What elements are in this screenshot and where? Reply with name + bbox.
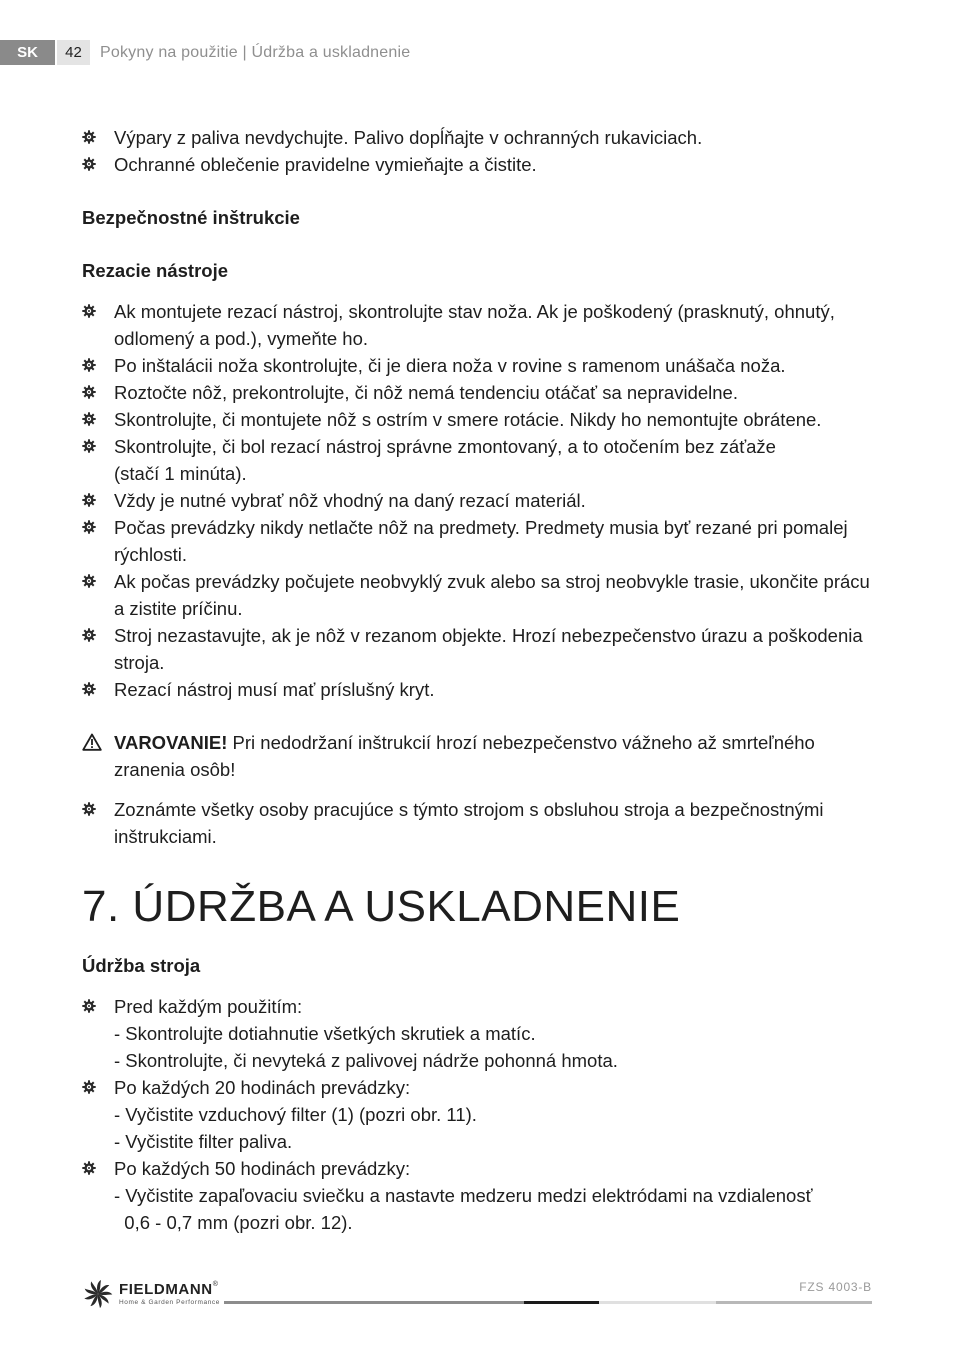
list-item-label: Pred každým použitím: [114,996,303,1017]
registered-mark: ® [212,1281,218,1288]
footer-rule [524,1301,599,1304]
safety-heading: Bezpečnostné inštrukcie [82,207,300,228]
list-item-line: Vždy je nutné vybrať nôž vhodný na daný rezací materiál. [114,490,586,511]
list-item-line: Ak počas prevádzky počujete neobvyklý zvuk alebo sa stroj neobvykle trasie, ukončite prácu [114,571,870,592]
main-content [82,124,872,1236]
fan-logo-icon [81,1279,115,1309]
list-item-line: Rezací nástroj musí mať príslušný kryt. [114,679,435,700]
list-item [82,568,872,622]
list-item-line: a zistite príčinu. [114,598,243,619]
gear-bullet-icon [82,999,96,1013]
sub-item: - Vyčistite vzduchový filter (1) (pozri obr. 11). [114,1104,477,1125]
intro-list [82,124,872,178]
list-item [82,433,872,487]
list-item-label: Po každých 50 hodinách prevádzky: [114,1158,411,1179]
list-item [82,298,872,352]
list-item [82,796,872,850]
list-item [82,622,872,676]
list-item [82,406,872,433]
list-item-line: Skontrolujte, či bol rezací nástroj správne zmontovaný, a to otočením bez záťaže [114,436,776,457]
gear-bullet-icon [82,520,96,534]
footer-rule [224,1301,524,1304]
list-item-label: Po každých 20 hodinách prevádzky: [114,1077,411,1098]
list-item [82,124,872,151]
gear-bullet-icon [82,157,96,171]
cutting-list [82,298,872,703]
warning-label: VAROVANIE! [114,732,228,753]
maintenance-list [82,993,872,1236]
brand-name: FIELDMANN [119,1281,213,1298]
list-item-text: Výpary z paliva nevdychujte. Palivo dopĺňajte v ochranných rukaviciach. [114,127,703,148]
footer-rule [599,1301,716,1304]
sub-item: - Vyčistite filter paliva. [114,1131,293,1152]
list-item-line: stroja. [114,652,165,673]
list-item [82,1155,872,1236]
list-item-line: Po inštalácii noža skontrolujte, či je diera noža v rovine s ramenom unášača noža. [114,355,786,376]
list-item [82,514,872,568]
gear-bullet-icon [82,1080,96,1094]
model-number: FZS 4003-B [799,1280,872,1294]
brand-tagline: Home & Garden Performance [119,1299,220,1306]
list-item-line: (stačí 1 minúta). [114,463,247,484]
list-item-line: Skontrolujte, či montujete nôž s ostrím v smere rotácie. Nikdy ho nemontujte obrátene. [114,409,822,430]
sub-item: 0,6 - 0,7 mm (pozri obr. 12). [114,1212,353,1233]
list-item-line: Počas prevádzky nikdy netlačte nôž na predmety. Predmety musia byť rezané pri pomalej [114,517,848,538]
list-item-line: rýchlosti. [114,544,187,565]
list-item-line: Zoznámte všetky osoby pracujúce s týmto strojom s obsluhou stroja a bezpečnostnými [114,799,824,820]
warning-text-line2: zranenia osôb! [114,759,236,780]
gear-bullet-icon [82,682,96,696]
gear-bullet-icon [82,439,96,453]
warning-triangle-icon [82,733,102,751]
list-item-line: Roztočte nôž, prekontrolujte, či nôž nemá tendenciu otáčať sa nepravidelne. [114,382,738,403]
list-item [82,993,872,1074]
sub-item: - Vyčistite zapaľovaciu sviečku a nastavte medzeru medzi elektródami na vzdialenosť [114,1185,813,1206]
chapter-title: 7. ÚDRŽBA A USKLADNENIE [82,882,681,931]
list-item-line: odlomený a pod.), vymeňte ho. [114,328,369,349]
brand-logo [81,1279,220,1309]
gear-bullet-icon [82,574,96,588]
gear-bullet-icon [82,1161,96,1175]
page-header [0,40,410,65]
gear-bullet-icon [82,493,96,507]
gear-bullet-icon [82,130,96,144]
list-item-text: Ochranné oblečenie pravidelne vymieňajte a čistite. [114,154,537,175]
list-item-line: Stroj nezastavujte, ak je nôž v rezanom objekte. Hrozí nebezpečenstvo úrazu a poškodenia [114,625,863,646]
sub-item: - Skontrolujte dotiahnutie všetkých skrutiek a matíc. [114,1023,536,1044]
warning-block [82,729,872,783]
list-item-line: inštrukciami. [114,826,217,847]
list-item-line: Ak montujete rezací nástroj, skontrolujte stav noža. Ak je poškodený (prasknutý, ohnutý, [114,301,835,322]
list-item [82,352,872,379]
list-item [82,151,872,178]
list-item [82,676,872,703]
header-title: Pokyny na použitie | Údržba a uskladnenie [100,43,411,61]
list-item [82,379,872,406]
language-tag: SK [0,40,55,65]
gear-bullet-icon [82,358,96,372]
page-number: 42 [57,40,90,65]
gear-bullet-icon [82,802,96,816]
gear-bullet-icon [82,412,96,426]
gear-bullet-icon [82,385,96,399]
list-item [82,1074,872,1155]
maintenance-heading: Údržba stroja [82,955,201,976]
gear-bullet-icon [82,304,96,318]
footer-rule [716,1301,872,1304]
cutting-heading: Rezacie nástroje [82,260,229,281]
sub-item: - Skontrolujte, či nevyteká z palivovej nádrže pohonná hmota. [114,1050,618,1071]
gear-bullet-icon [82,628,96,642]
warning-text: Pri nedodržaní inštrukcií hrozí nebezpečenstvo vážneho až smrteľného [227,732,815,753]
list-item [82,487,872,514]
